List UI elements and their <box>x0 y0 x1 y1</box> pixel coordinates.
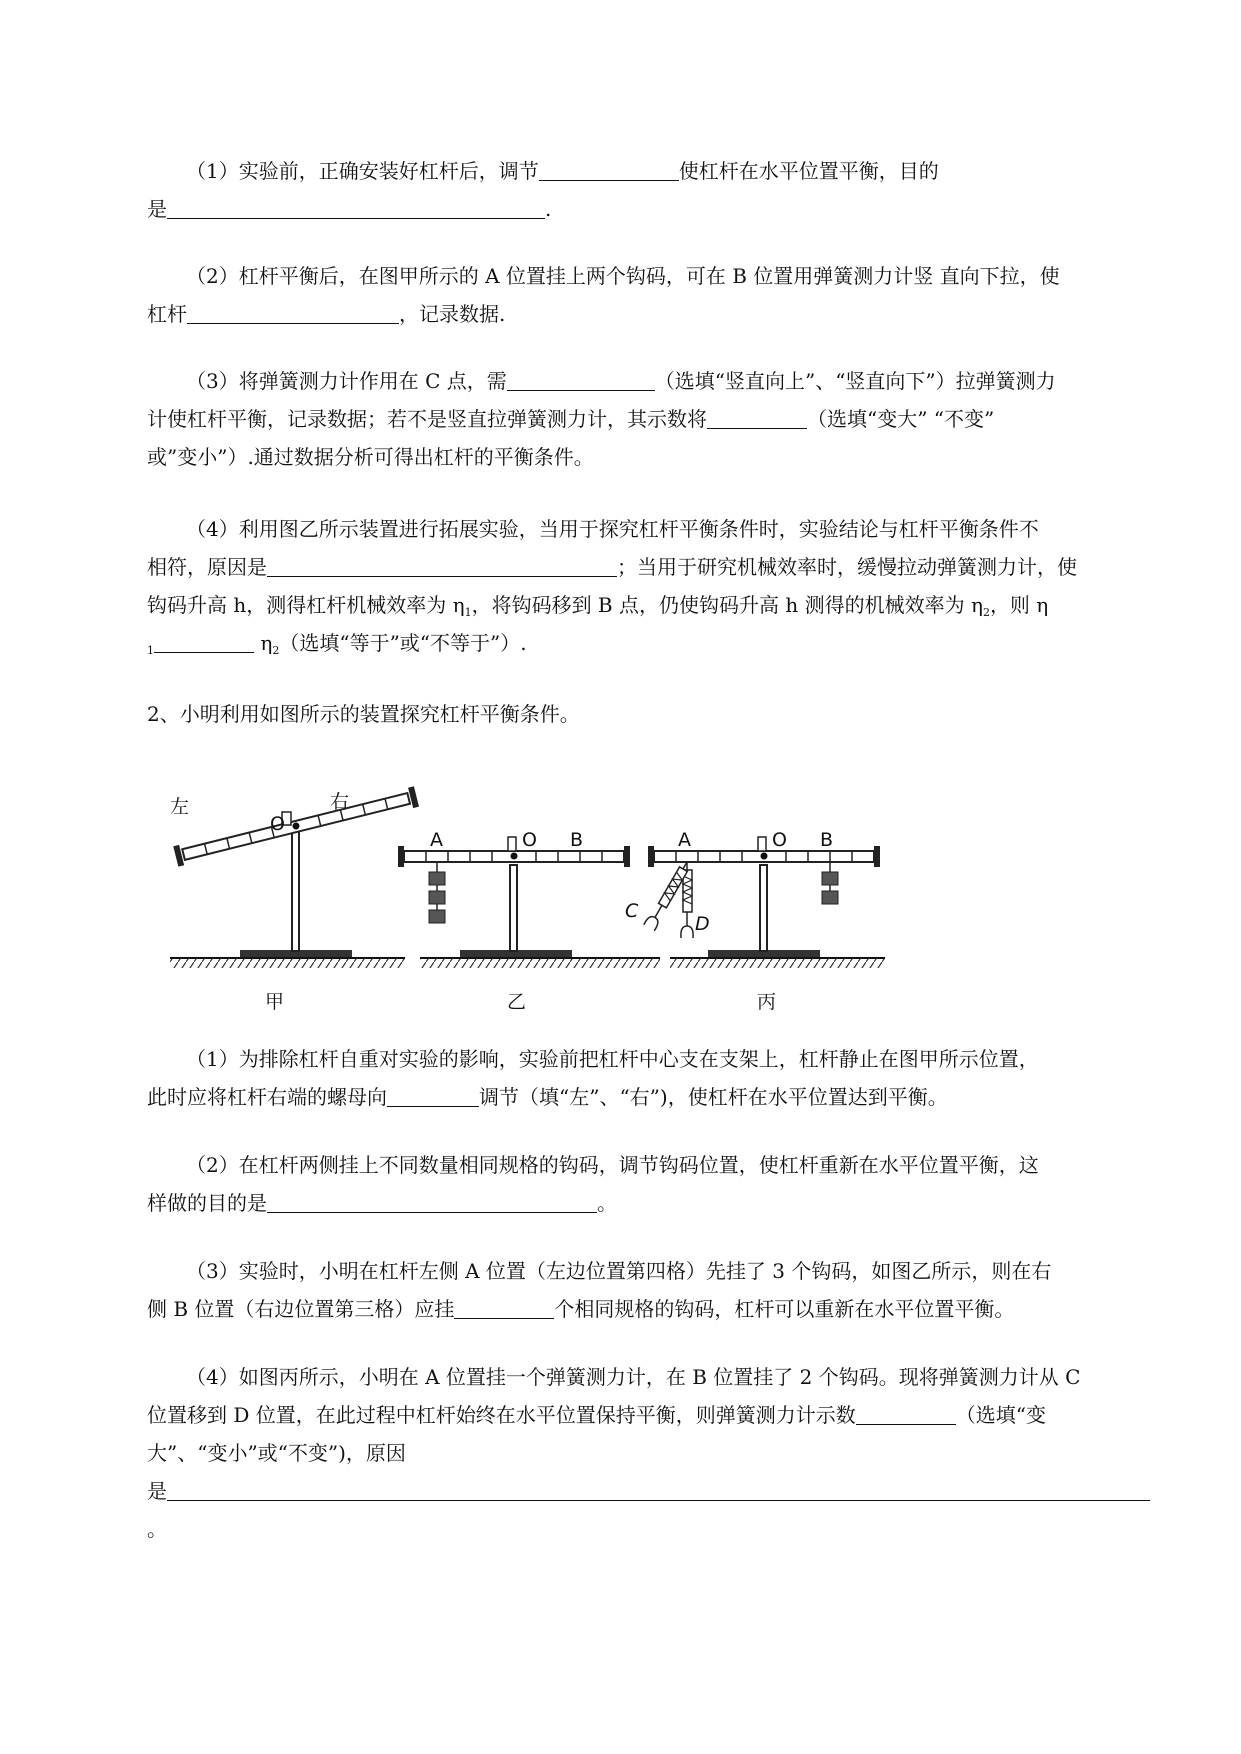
q2-part4-line4 <box>147 1477 1150 1505</box>
answer-blank-weight-count[interactable] <box>454 1298 554 1319</box>
q1-part1-text-c: 是 <box>147 197 167 221</box>
q2-part4-text-b: 位置移到 D 位置，在此过程中杠杆始终在水平位置保持平衡，则弹簧测力计示数 <box>147 1403 856 1427</box>
eta-2-subscript-b: 2 <box>272 644 280 657</box>
pivot-clip-bing <box>758 837 766 851</box>
answer-blank-direction[interactable] <box>507 370 655 391</box>
q1-part3-line2 <box>147 405 994 433</box>
q1-part3-line1 <box>186 367 1056 395</box>
q2-part3-text-b: 侧 B 位置（右边位置第三格）应挂 <box>147 1297 455 1321</box>
label-b-yi: B <box>570 829 584 851</box>
q2-part4-line3 <box>147 1439 406 1467</box>
q1-part3-text-e: 或”变小”）.通过数据分析可得出杠杆的平衡条件。 <box>147 445 594 469</box>
q2-part3-text-a: （3）实验时，小明在杠杆左侧 A 位置（左边位置第四格）先挂了 3 个钩码，如图乙所示，则在右 <box>186 1259 1052 1283</box>
q2-part1-text-c: 调节（填“左”、“右”)，使杠杆在水平位置达到平衡。 <box>479 1085 948 1109</box>
q2-part1-line2 <box>147 1083 948 1111</box>
q1-part4-text-e: ，将钩码移到 B 点，仍使钩码升高 h 测得的机械效率为 η <box>471 593 983 617</box>
q2-part2-text-a: （2）在杠杆两侧挂上不同数量相同规格的钩码，调节钩码位置，使杠杆重新在水平位置平衡，这 <box>186 1153 1039 1177</box>
answer-blank-adjust[interactable] <box>539 160 679 181</box>
q1-part4-text-g: η <box>254 631 273 655</box>
q1-part1-line1 <box>186 157 939 185</box>
answer-blank-purpose[interactable] <box>167 198 545 219</box>
answer-blank-scale-reading[interactable] <box>856 1404 956 1425</box>
weight-bing-2 <box>822 891 838 904</box>
right-nut-bing <box>874 846 880 867</box>
label-right: 右 <box>330 791 350 813</box>
pivot-bing <box>761 853 768 860</box>
eta-2-subscript: 2 <box>982 606 990 619</box>
weight-yi-2 <box>429 891 445 904</box>
q1-part4-text-b: 相符，原因是 <box>147 555 267 579</box>
q2-part3-text-c: 个相同规格的钩码，杠杆可以重新在水平位置平衡。 <box>554 1297 1015 1321</box>
q2-part2-text-c: 。 <box>597 1191 617 1215</box>
label-bing: 丙 <box>757 991 777 1013</box>
q2-part4-line5 <box>147 1515 167 1543</box>
q1-part4-text-a: （4）利用图乙所示装置进行拓展实验，当用于探究杠杆平衡条件时，实验结论与杠杆平衡条件不 <box>186 517 1039 541</box>
q1-part3-line3 <box>147 443 594 471</box>
stand-pole-bing <box>760 865 767 951</box>
weight-yi-1 <box>429 872 445 885</box>
q1-part2-text-b: 杠杆 <box>147 302 187 326</box>
lever-experiment-figure <box>170 770 1000 1020</box>
q1-part4-line4 <box>147 629 527 665</box>
label-yi: 乙 <box>507 991 527 1013</box>
q2-part3-line1 <box>186 1257 1051 1285</box>
q2-part2-text-b: 样做的目的是 <box>147 1191 267 1215</box>
left-nut-bing <box>648 846 654 867</box>
answer-blank-reading-change[interactable] <box>707 408 807 429</box>
pivot-clip-yi <box>508 837 516 851</box>
left-nut-yi <box>398 846 404 867</box>
answer-blank-lever-state[interactable] <box>187 303 399 324</box>
weight-bing-1 <box>822 872 838 885</box>
label-jia: 甲 <box>265 991 285 1013</box>
q2-stem <box>147 700 580 728</box>
q1-part4-text-f: ，则 η <box>989 593 1049 617</box>
label-a-yi: A <box>430 829 443 851</box>
q2-part1-line1 <box>186 1045 1039 1073</box>
label-o-jia: O <box>270 813 285 835</box>
q1-part2-line1 <box>186 262 1060 290</box>
q2-part4-text-e: 是 <box>147 1479 167 1503</box>
q1-part3-text-b: （选填“竖直向上”、“竖直向下”）拉弹簧测力 <box>654 369 1056 393</box>
eta-1-subscript-b: 1 <box>147 644 154 657</box>
q1-part4-text-d: 钩码升高 h，测得杠杆机械效率为 η <box>147 593 465 617</box>
answer-blank-reason[interactable] <box>267 556 617 577</box>
q1-part1-text-a: （1）实验前，正确安装好杠杆后，调节 <box>186 159 539 183</box>
label-o-yi: O <box>522 829 537 851</box>
weight-yi-3 <box>429 910 445 923</box>
q2-part4-text-f: 。 <box>147 1517 167 1541</box>
label-c: C <box>625 900 639 922</box>
answer-blank-efficiency[interactable] <box>154 632 254 653</box>
stand-pole-jia <box>292 825 299 951</box>
q1-part3-text-a: （3）将弹簧测力计作用在 C 点，需 <box>186 369 507 393</box>
q2-part1-text-a: （1）为排除杠杆自重对实验的影响，实验前把杠杆中心支在支架上，杠杆静止在图甲所示位置， <box>186 1047 1039 1071</box>
figure-yi <box>398 829 660 1013</box>
q2-part1-text-b: 此时应将杠杆右端的螺母向 <box>147 1085 387 1109</box>
answer-blank-nut-direction[interactable] <box>387 1086 479 1107</box>
q1-part2-text-a: （2）杠杆平衡后，在图甲所示的 A 位置挂上两个钩码，可在 B 位置用弹簧测力计竖 直向下拉，使 <box>186 264 1060 288</box>
q2-part4-text-c: （选填“变 <box>955 1403 1046 1427</box>
q1-part1-text-b: 使杠杆在水平位置平衡，目的 <box>678 159 939 183</box>
right-nut-yi <box>624 846 630 867</box>
q2-part4-line1 <box>186 1363 1080 1391</box>
ground-yi <box>420 958 660 968</box>
answer-blank-purpose-2[interactable] <box>267 1192 597 1213</box>
q1-part1-line2 <box>147 195 551 223</box>
q2-part2-line2 <box>147 1189 617 1217</box>
q1-part1-text-d: . <box>545 197 552 221</box>
q1-part4-line2 <box>147 553 1077 581</box>
ground-jia <box>170 958 405 968</box>
answer-blank-reason-2[interactable] <box>167 1480 1150 1501</box>
figure-jia <box>170 786 419 1013</box>
label-d: D <box>695 913 710 935</box>
eta-1-subscript: 1 <box>464 606 472 619</box>
q1-part2-text-c: ，记录数据. <box>399 302 506 326</box>
stand-pole-yi <box>510 865 517 951</box>
label-b-bing: B <box>820 829 834 851</box>
q1-part4-line1 <box>186 515 1039 543</box>
q2-part2-line1 <box>186 1151 1039 1179</box>
q1-part4-text-c: ；当用于研究机械效率时，缓慢拉动弹簧测力计，使 <box>617 555 1077 579</box>
q1-part4-line3 <box>147 591 1048 627</box>
q2-part4-text-a: （4）如图丙所示，小明在 A 位置挂一个弹簧测力计，在 B 位置挂了 2 个钩码。现将弹簧测力计从 C <box>186 1365 1081 1389</box>
q2-part4-line2 <box>147 1401 1046 1429</box>
q1-part3-text-c: 计使杠杆平衡，记录数据；若不是竖直拉弹簧测力计，其示数将 <box>147 407 707 431</box>
q1-part2-line2 <box>147 300 505 328</box>
figure-bing <box>625 829 885 1013</box>
ground-bing <box>670 958 885 968</box>
q1-part4-text-h: （选填“等于”或“不等于”）. <box>279 631 527 655</box>
label-left: 左 <box>170 796 190 818</box>
label-a-bing: A <box>678 829 691 851</box>
q2-part3-line2 <box>147 1295 1014 1323</box>
q2-stem-text: 2、小明利用如图所示的装置探究杠杆平衡条件。 <box>147 702 580 726</box>
q2-part4-text-d: 大”、“变小”或“不变”)，原因 <box>147 1441 406 1465</box>
lever-diagram-svg <box>170 770 1000 1020</box>
q1-part3-text-d: （选填“变大” “不变” <box>807 407 995 431</box>
label-o-bing: O <box>772 829 787 851</box>
pivot-yi <box>511 853 518 860</box>
